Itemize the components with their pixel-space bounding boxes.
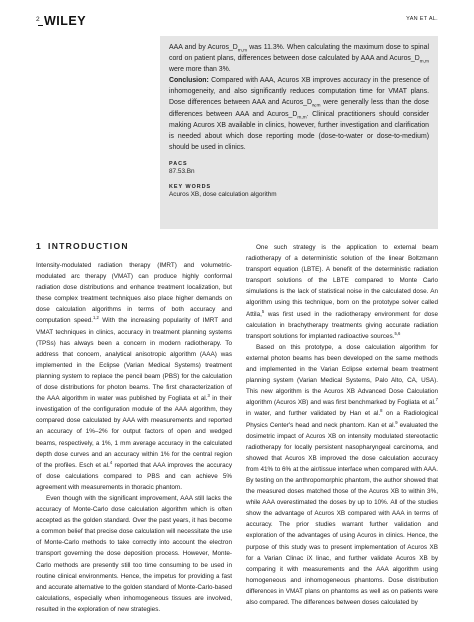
- keywords-value: Acuros XB, dose calculation algorithm: [169, 190, 277, 198]
- intro-paragraph-1: Intensity-modulated radiation therapy (IMRT) and volumetric-modulated arc therapy (VMAT) can produce highly conformal radiation dose distributions and enhance treatment localization, but these complex treatment techniques also place higher demands on dose calculation algorithms in terms of both accuracy and computation speed.$^{1,2}$ With the increasing popularity of IMRT and VMAT techniques in clinics, accuracy in treatment planning systems (TPSs) has always been a concern in modern radiotherapy. To address that concern, analytical anisotropic algorithm (AAA) was implemented in the Eclipse (Varian Medical Systems) treatment planning system to replace the pencil beam (PBS) for the calculation of dose distributions for photon beams. The first characterization of the AAA algorithm in water was published by Fogliata et al.$^3$ in their investigation of the configuration module of the AAA algorithm, they compared dose calculated by AAA with measurements and reported an accuracy of 1%–2% for output factors of open and wedged beams, respectively, a 1%, 1 mm average accuracy in the calculated depth dose curves and an accuracy within 1% for the central region of the profiles. Esch et al.$^4$ reported that AAA improves the accuracy of dose calculations compared to PBS and can achieve 5% agreement with measurements in thoracic phantom.: [36, 262, 232, 491]
- abstract-conclusion: Conclusion: Compared with AAA, Acuros XB improves accuracy in the presence of inhomogeneity, and also significantly reduces computation time for VMAT plans. Dose differences between AAA and $Acuros\_D_{w,m}$ were generally less than the dose differences between AAA and $Acuros\_D_{m,m}$. Clinical practitioners should consider making Acuros XB available in clinics, however, further investigation and clarification is needed about which dose reporting mode (dose-to-water or dose-to-medium) should be used in clinics.: [169, 77, 429, 151]
- pacs-label: PACS: [169, 160, 188, 167]
- intro-paragraph-2: Even though with the significant improvement, AAA still lacks the accuracy of Monte-Carlo dose calculation algorithm which is often accepted as the golden standard. Over the past years, it has become a common belief that precise dose calculation will necessitate the use of Monte-Carlo methods to take correctly into account the electron transport governing the dose deposition process. However, Monte-Carlo methods are presently still too time consuming to be used in routine clinical environments. Hence, the impetus for providing a fast and accurate alternative to the golden standard of Monte-Carlo-based calculations, especially when inhomogeneous tissues are involved, resulted in the exploration of new strategies.: [36, 494, 232, 613]
- intro-paragraph-3: One such strategy is the application to external beam radiotherapy of a deterministic solution of the linear Boltzmann transport equation (LBTE). A benefit of the deterministic radiation transport solutions of the LBTE compared to Monte Carlo simulations is the lack of statistical noise in the calculated dose. An algorithm using this technique, born on the prototype solver called Attila,$^5$ was first used in the radiotherapy environment for dose calculation in brachytherapy treatments giving accurate radiation transport solutions for implanted radioactive sources.$^{5,6}$: [246, 244, 438, 340]
- intro-paragraph-4: Based on this prototype, a dose calculation algorithm for external photon beams has been developed on the same methods and implemented in the Varian Eclipse external beam treatment planning system (Varian Medical Systems, Palo Alto, CA, USA). This new algorithm is the Acuros XB Advanced Dose Calculation algorithm (Acuros XB) and was first benchmarked by Fogliata et al.$^7$ in water, and further validated by Han et al.$^8$ on a Radiological Physics Center's head and neck phantom. Kan et al.$^9$ evaluated the dosimetric impact of Acuros XB on intensity modulated stereotactic radiotherapy for locally persistent nasopharyngeal carcinoma, and showed that Acuros XB improved the dose calculation accuracy from 41% to 6% at the air/tissue interface when compared with AAA. By testing on the anthropomorphic phantom, the author showed that the measured doses matched those of the Acuros XB to within 3%, while AAA overestimated the doses by up to 10%. All of the studies show the advantage of Acuros XB compared with AAA in terms of accuracy. The prior studies warrant further validation and exploration of the advantages of using Acuros in clinics. Hence, the purpose of this study was to present implementation of Acuros XB for a Varian Clinac iX linac, and further validate Acuros XB by comparing it with measurements and the AAA algorithm using homogeneous and inhomogeneous phantoms. Dose distribution differences in VMAT plans on phantoms as well as on patients were also compared. The differences between doses calculated by: [246, 343, 438, 606]
- left-column: [36, 260, 232, 615]
- journal-logo: WILEY: [44, 14, 86, 28]
- running-head: YAN ET AL.: [406, 16, 438, 22]
- page-number: 2: [36, 16, 40, 23]
- abstract-results-tail: AAA and by $Acuros\_D_{m,m}$ was 11.3%. When calculating the maximum dose to spinal cord on patient plans, differences between dose calculated by AAA and $Acuros\_D_{m,m}$ were more than 3%.: [169, 44, 429, 74]
- pacs-value: 87.53.Bn: [169, 167, 195, 175]
- right-column: [246, 242, 438, 608]
- keywords-label: KEY WORDS: [169, 183, 212, 190]
- abstract-box: [160, 36, 438, 229]
- section-heading: 1 INTRODUCTION: [36, 241, 129, 251]
- page-header: [36, 14, 438, 32]
